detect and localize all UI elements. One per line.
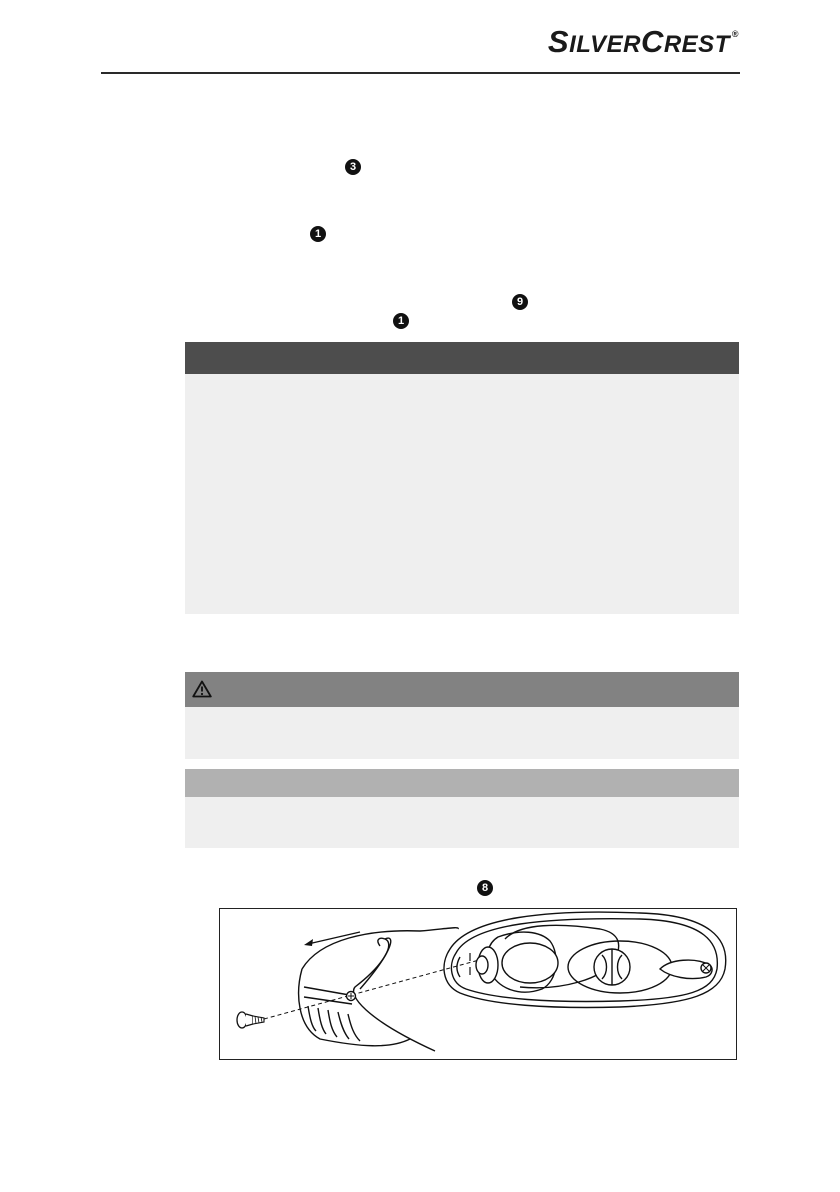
info-box-header <box>185 342 739 374</box>
warning-triangle-icon <box>192 680 212 698</box>
note-box-header <box>185 769 739 797</box>
brand-first-cap: S <box>547 24 570 59</box>
brand-logo <box>548 26 739 57</box>
brand-first-rest: ILVER <box>569 31 641 58</box>
disassembly-illustration <box>219 908 737 1060</box>
device-body <box>444 912 726 1007</box>
reference-marker-1-second: 1 <box>393 313 409 329</box>
reference-marker-9: 9 <box>512 294 528 310</box>
warning-box-header <box>185 672 739 707</box>
warning-box-body <box>185 707 739 759</box>
header-divider <box>101 72 740 74</box>
reference-marker-8: 8 <box>477 880 493 896</box>
screw-icon <box>237 1012 264 1028</box>
registered-mark: ® <box>731 29 739 39</box>
illustration-drawing <box>220 909 736 1059</box>
reference-marker-3: 3 <box>345 159 361 175</box>
info-box-body <box>185 374 739 614</box>
brand-second-rest: REST <box>663 31 730 58</box>
cover-part <box>299 928 459 1051</box>
brand-second-cap: C <box>640 24 664 59</box>
note-box-body <box>185 797 739 848</box>
reference-marker-1: 1 <box>310 226 326 242</box>
